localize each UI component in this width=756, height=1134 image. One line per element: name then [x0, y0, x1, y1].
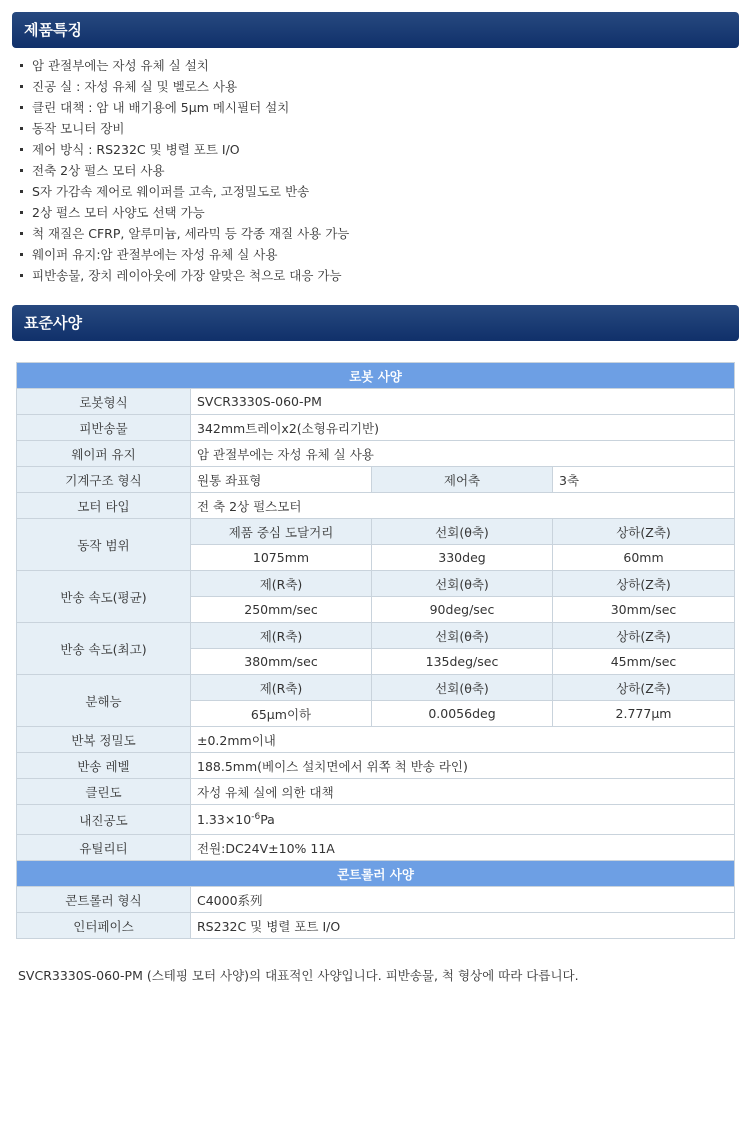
feature-item: S자 가감속 제어로 웨이퍼를 고속, 고정밀도로 반송: [18, 181, 738, 202]
vacuum-value: [191, 805, 735, 835]
table-row: [17, 727, 735, 753]
speed-max-h2: 선회(θ축): [372, 623, 553, 649]
level-label: 반송 레벨: [17, 753, 191, 779]
model-label: 로봇형식: [17, 389, 191, 415]
table-row: [17, 861, 735, 887]
table-row: [17, 835, 735, 861]
feature-item: 제어 방식 : RS232C 및 병렬 포트 I/O: [18, 139, 738, 160]
vacuum-exponent: -6: [251, 811, 261, 822]
ctrl-model-label: 콘트롤러 형식: [17, 887, 191, 913]
axis-label: 제어축: [372, 467, 553, 493]
robot-spec-band: 로봇 사양: [17, 363, 735, 389]
model-value: SVCR3330S-060-PM: [191, 389, 735, 415]
resolution-h1: 제(R축): [191, 675, 372, 701]
table-row: [17, 363, 735, 389]
footnote: SVCR3330S-060-PM (스테핑 모터 사양)의 대표적인 사양입니다. 피반송물, 척 형상에 따라 다릅니다.: [18, 968, 579, 983]
feature-item: 클린 대책 : 암 내 배기용에 5μm 메시필터 설치: [18, 97, 738, 118]
controller-spec-band: 콘트롤러 사양: [17, 861, 735, 887]
feature-item: 진공 실 : 자성 유체 실 및 벨로스 사용: [18, 76, 738, 97]
repeat-label: 반복 정밀도: [17, 727, 191, 753]
feature-item: 전축 2상 펄스 모터 사용: [18, 160, 738, 181]
table-row: [17, 675, 735, 701]
interface-label: 인터페이스: [17, 913, 191, 939]
motor-label: 모터 타입: [17, 493, 191, 519]
speed-max-h1: 제(R축): [191, 623, 372, 649]
speed-avg-h3: 상하(Z축): [553, 571, 735, 597]
spec-section-title: 표준사양: [12, 305, 739, 341]
utility-label: 유틸리티: [17, 835, 191, 861]
mech-value: 원통 좌표형: [191, 467, 372, 493]
utility-value: 전원:DC24V±10% 11A: [191, 835, 735, 861]
table-row: [17, 415, 735, 441]
vacuum-unit: Pa: [260, 812, 275, 828]
table-row: [17, 623, 735, 649]
payload-value: 342mm트레이x2(소형유리기반): [191, 415, 735, 441]
table-row: [17, 519, 735, 545]
range-h2: 선회(θ축): [372, 519, 553, 545]
table-row: [17, 493, 735, 519]
motor-value: 전 축 2상 펄스모터: [191, 493, 735, 519]
speed-max-v1: 380mm/sec: [191, 649, 372, 675]
speed-avg-h1: 제(R축): [191, 571, 372, 597]
level-value: 188.5mm(베이스 설치면에서 위쪽 척 반송 라인): [191, 753, 735, 779]
resolution-label: 분해능: [17, 675, 191, 727]
speed-avg-h2: 선회(θ축): [372, 571, 553, 597]
table-row: [17, 389, 735, 415]
axis-value: 3축: [553, 467, 735, 493]
range-v2: 330deg: [372, 545, 553, 571]
speed-max-v3: 45mm/sec: [553, 649, 735, 675]
resolution-v1: 65μm이하: [191, 701, 372, 727]
ctrl-model-value: C4000系列: [191, 887, 735, 913]
feature-item: 척 재질은 CFRP, 알루미늄, 세라믹 등 각종 재질 사용 가능: [18, 223, 738, 244]
table-row: [17, 571, 735, 597]
range-v3: 60mm: [553, 545, 735, 571]
feature-item: 2상 펄스 모터 사양도 선택 가능: [18, 202, 738, 223]
range-h1: 제품 중심 도달거리: [191, 519, 372, 545]
speed-max-v2: 135deg/sec: [372, 649, 553, 675]
speed-avg-v1: 250mm/sec: [191, 597, 372, 623]
range-h3: 상하(Z축): [553, 519, 735, 545]
table-row: [17, 441, 735, 467]
table-row: [17, 805, 735, 835]
features-section-title: 제품특징: [12, 12, 739, 48]
range-v1: 1075mm: [191, 545, 372, 571]
resolution-v3: 2.777μm: [553, 701, 735, 727]
speed-avg-v2: 90deg/sec: [372, 597, 553, 623]
mech-label: 기계구조 형식: [17, 467, 191, 493]
resolution-h2: 선회(θ축): [372, 675, 553, 701]
spec-table: [16, 362, 735, 939]
vacuum-base: 1.33×10: [197, 812, 252, 828]
feature-item: 웨이퍼 유지:암 관절부에는 자성 유체 실 사용: [18, 244, 738, 265]
table-row: [17, 913, 735, 939]
table-row: [17, 887, 735, 913]
table-row: [17, 467, 735, 493]
resolution-h3: 상하(Z축): [553, 675, 735, 701]
speed-avg-label: 반송 속도(평균): [17, 571, 191, 623]
range-label: 동작 범위: [17, 519, 191, 571]
wafer-value: 암 관절부에는 자성 유체 실 사용: [191, 441, 735, 467]
clean-label: 클린도: [17, 779, 191, 805]
speed-avg-v3: 30mm/sec: [553, 597, 735, 623]
table-row: [17, 779, 735, 805]
speed-max-h3: 상하(Z축): [553, 623, 735, 649]
feature-item: 피반송물, 장치 레이아웃에 가장 알맞은 척으로 대응 가능: [18, 265, 738, 286]
wafer-label: 웨이퍼 유지: [17, 441, 191, 467]
speed-max-label: 반송 속도(최고): [17, 623, 191, 675]
feature-item: 암 관절부에는 자성 유체 실 설치: [18, 55, 738, 76]
vacuum-label: 내진공도: [17, 805, 191, 835]
payload-label: 피반송물: [17, 415, 191, 441]
interface-value: RS232C 및 병렬 포트 I/O: [191, 913, 735, 939]
clean-value: 자성 유체 실에 의한 대책: [191, 779, 735, 805]
repeat-value: ±0.2mm이내: [191, 727, 735, 753]
feature-item: 동작 모니터 장비: [18, 118, 738, 139]
resolution-v2: 0.0056deg: [372, 701, 553, 727]
table-row: [17, 753, 735, 779]
feature-list: [18, 55, 738, 286]
